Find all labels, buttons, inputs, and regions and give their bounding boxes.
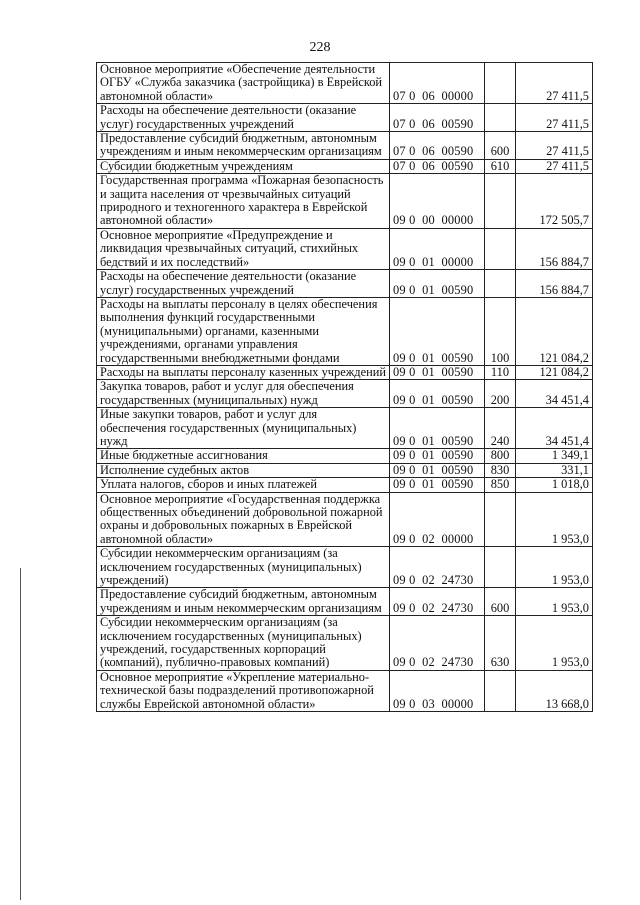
row-name-cell: Основное мероприятие «Государственная поддержка общественных объединений добровольной пожарной охраны и добровольных пожарных в Еврейской автономной области» (97, 492, 390, 547)
row-name-cell: Исполнение судебных актов (97, 463, 390, 477)
row-name-cell: Субсидии некоммерческим организациям (за исключением государственных (муниципальных) учреждений) (97, 547, 390, 588)
row-code-cell: 07 0 06 00000 (390, 63, 485, 104)
row-code-cell: 09 0 02 24730 (390, 547, 485, 588)
table-row (97, 297, 593, 365)
table-row (97, 408, 593, 449)
row-name-cell: Иные бюджетные ассигнования (97, 449, 390, 463)
table-row (97, 380, 593, 408)
row-name-cell: Уплата налогов, сборов и иных платежей (97, 478, 390, 492)
row-vr-cell: 630 (485, 616, 516, 671)
row-name-cell: Основное мероприятие «Обеспечение деятельности ОГБУ «Служба заказчика (застройщика) в Еврейской автономной области» (97, 63, 390, 104)
row-amount-cell: 121 084,2 (516, 365, 593, 379)
row-vr-cell: 610 (485, 159, 516, 173)
row-vr-cell: 200 (485, 380, 516, 408)
table-row (97, 132, 593, 160)
row-code-cell: 09 0 01 00590 (390, 449, 485, 463)
row-amount-cell: 27 411,5 (516, 104, 593, 132)
row-amount-cell: 34 451,4 (516, 408, 593, 449)
row-vr-cell: 110 (485, 365, 516, 379)
row-vr-cell: 600 (485, 588, 516, 616)
table-row (97, 174, 593, 229)
row-amount-cell: 1 018,0 (516, 478, 593, 492)
table-row (97, 616, 593, 671)
row-amount-cell: 1 953,0 (516, 547, 593, 588)
row-code-cell: 07 0 06 00590 (390, 104, 485, 132)
row-vr-cell (485, 174, 516, 229)
table-row (97, 365, 593, 379)
row-code-cell: 09 0 01 00590 (390, 380, 485, 408)
row-amount-cell: 27 411,5 (516, 63, 593, 104)
table-row (97, 270, 593, 298)
table-row (97, 228, 593, 269)
row-code-cell: 09 0 01 00590 (390, 463, 485, 477)
row-code-cell: 09 0 01 00590 (390, 365, 485, 379)
row-name-cell: Иные закупки товаров, работ и услуг для обеспечения государственных (муниципальных) нужд (97, 408, 390, 449)
row-amount-cell: 27 411,5 (516, 132, 593, 160)
margin-line (20, 568, 21, 900)
row-name-cell: Субсидии бюджетным учреждениям (97, 159, 390, 173)
table-row (97, 463, 593, 477)
row-name-cell: Государственная программа «Пожарная безопасность и защита населения от чрезвычайных ситуаций природного и техногенного характера в Еврейской автономной области» (97, 174, 390, 229)
row-code-cell: 07 0 06 00590 (390, 132, 485, 160)
row-code-cell: 09 0 02 24730 (390, 616, 485, 671)
row-vr-cell: 100 (485, 297, 516, 365)
row-code-cell: 09 0 01 00590 (390, 297, 485, 365)
row-vr-cell (485, 63, 516, 104)
row-vr-cell: 850 (485, 478, 516, 492)
row-code-cell: 09 0 01 00590 (390, 270, 485, 298)
table-row (97, 588, 593, 616)
row-amount-cell: 1 953,0 (516, 616, 593, 671)
row-vr-cell: 830 (485, 463, 516, 477)
row-vr-cell (485, 270, 516, 298)
row-name-cell: Расходы на обеспечение деятельности (оказание услуг) государственных учреждений (97, 270, 390, 298)
row-vr-cell (485, 492, 516, 547)
row-code-cell: 09 0 03 00000 (390, 670, 485, 711)
table-row (97, 449, 593, 463)
row-amount-cell: 13 668,0 (516, 670, 593, 711)
table-row (97, 104, 593, 132)
table-row (97, 159, 593, 173)
row-vr-cell: 240 (485, 408, 516, 449)
budget-table-body (97, 63, 593, 712)
row-name-cell: Расходы на выплаты персоналу казенных учреждений (97, 365, 390, 379)
row-vr-cell (485, 547, 516, 588)
row-name-cell: Расходы на выплаты персоналу в целях обеспечения выполнения функций государственными (муниципальными) органами, казенными учреждениями, органами управления государственными внебюджетными фондами (97, 297, 390, 365)
row-vr-cell: 600 (485, 132, 516, 160)
row-amount-cell: 34 451,4 (516, 380, 593, 408)
row-amount-cell: 27 411,5 (516, 159, 593, 173)
row-vr-cell (485, 104, 516, 132)
row-name-cell: Основное мероприятие «Укрепление материально-технической базы подразделений противопожарной службы Еврейской автономной области» (97, 670, 390, 711)
row-name-cell: Основное мероприятие «Предупреждение и ликвидация чрезвычайных ситуаций, стихийных бедствий и их последствий» (97, 228, 390, 269)
page-number: 228 (309, 40, 331, 55)
table-row (97, 492, 593, 547)
row-vr-cell: 800 (485, 449, 516, 463)
table-row (97, 63, 593, 104)
row-amount-cell: 156 884,7 (516, 228, 593, 269)
row-name-cell: Расходы на обеспечение деятельности (оказание услуг) государственных учреждений (97, 104, 390, 132)
row-code-cell: 07 0 06 00590 (390, 159, 485, 173)
row-code-cell: 09 0 02 00000 (390, 492, 485, 547)
row-amount-cell: 1 953,0 (516, 492, 593, 547)
row-vr-cell (485, 228, 516, 269)
row-name-cell: Субсидии некоммерческим организациям (за исключением государственных (муниципальных) учреждений, государственных корпораций (компаний), публично-правовых компаний) (97, 616, 390, 671)
table-row (97, 547, 593, 588)
table-row (97, 670, 593, 711)
row-vr-cell (485, 670, 516, 711)
row-amount-cell: 172 505,7 (516, 174, 593, 229)
row-code-cell: 09 0 01 00000 (390, 228, 485, 269)
table-row (97, 478, 593, 492)
row-amount-cell: 121 084,2 (516, 297, 593, 365)
row-amount-cell: 156 884,7 (516, 270, 593, 298)
row-amount-cell: 1 953,0 (516, 588, 593, 616)
row-code-cell: 09 0 00 00000 (390, 174, 485, 229)
row-name-cell: Предоставление субсидий бюджетным, автономным учреждениям и иным некоммерческим организациям (97, 588, 390, 616)
row-name-cell: Закупка товаров, работ и услуг для обеспечения государственных (муниципальных) нужд (97, 380, 390, 408)
row-code-cell: 09 0 01 00590 (390, 478, 485, 492)
budget-table (96, 62, 593, 712)
row-code-cell: 09 0 02 24730 (390, 588, 485, 616)
row-amount-cell: 1 349,1 (516, 449, 593, 463)
row-name-cell: Предоставление субсидий бюджетным, автономным учреждениям и иным некоммерческим организациям (97, 132, 390, 160)
row-amount-cell: 331,1 (516, 463, 593, 477)
row-code-cell: 09 0 01 00590 (390, 408, 485, 449)
